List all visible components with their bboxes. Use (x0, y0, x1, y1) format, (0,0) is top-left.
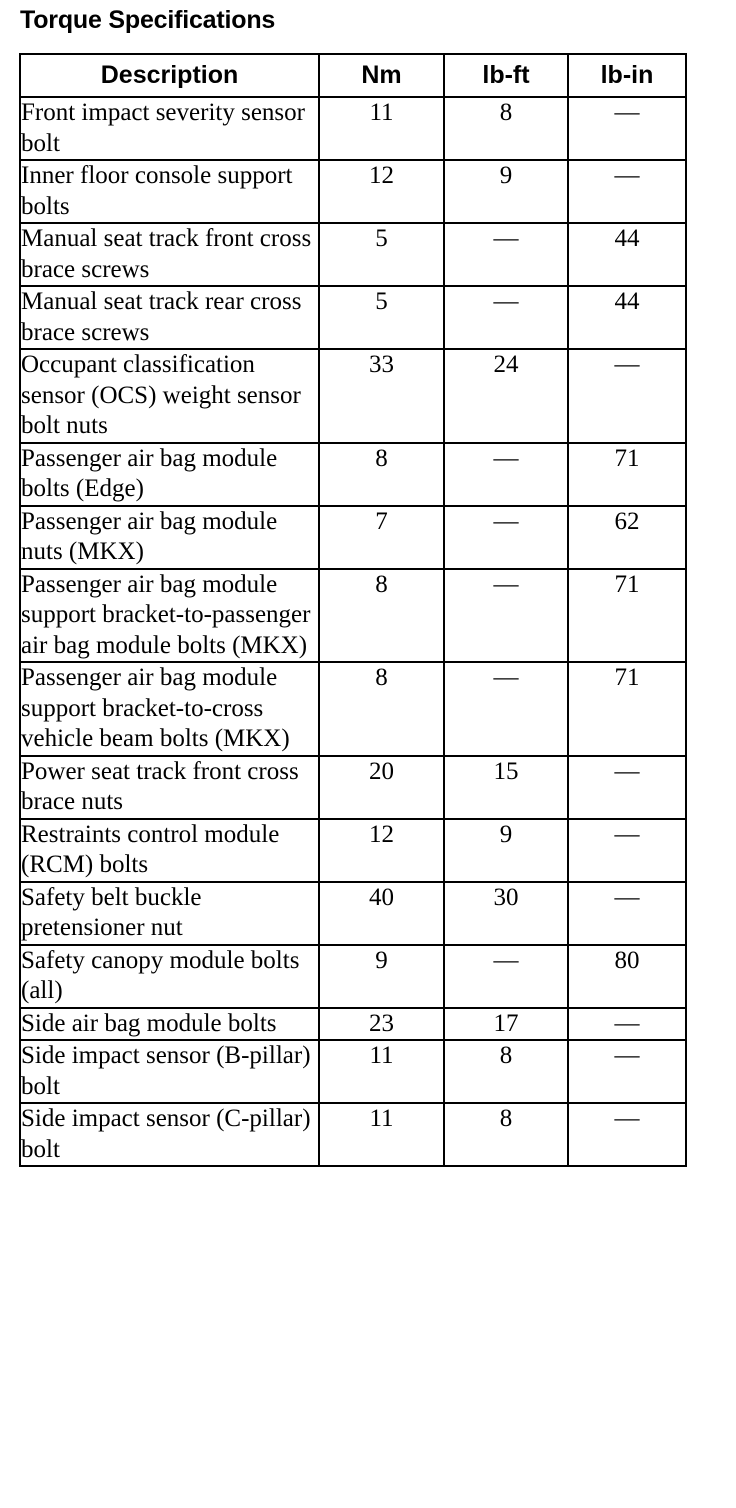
lb-in-cell: 71 (568, 662, 686, 756)
nm-cell: 8 (319, 443, 444, 506)
lb-in-cell: — (568, 160, 686, 223)
table-row (20, 286, 686, 349)
header-lb-ft: lb-ft (444, 54, 568, 97)
lb-ft-cell: 24 (444, 349, 568, 443)
lb-in-cell: — (568, 756, 686, 819)
nm-cell: 40 (319, 882, 444, 945)
lb-ft-cell: 30 (444, 882, 568, 945)
description-cell: Passenger air bag module support bracket-to-passenger air bag module bolts (MKX) (20, 569, 319, 663)
lb-in-cell: — (568, 819, 686, 882)
lb-ft-cell: — (444, 223, 568, 286)
table-row (20, 97, 686, 160)
description-cell: Occupant classification sensor (OCS) weight sensor bolt nuts (20, 349, 319, 443)
table-row (20, 223, 686, 286)
nm-cell: 20 (319, 756, 444, 819)
nm-cell: 12 (319, 160, 444, 223)
description-cell: Manual seat track rear cross brace screws (20, 286, 319, 349)
lb-ft-cell: — (444, 286, 568, 349)
description-cell: Front impact severity sensor bolt (20, 97, 319, 160)
header-lb-in: lb-in (568, 54, 686, 97)
lb-ft-cell: 9 (444, 160, 568, 223)
table-row (20, 662, 686, 756)
lb-in-cell: — (568, 349, 686, 443)
description-cell: Passenger air bag module bolts (Edge) (20, 443, 319, 506)
table-row (20, 443, 686, 506)
nm-cell: 12 (319, 819, 444, 882)
description-cell: Manual seat track front cross brace screws (20, 223, 319, 286)
nm-cell: 9 (319, 945, 444, 1008)
description-cell: Side impact sensor (B-pillar) bolt (20, 1040, 319, 1103)
table-row (20, 1103, 686, 1166)
nm-cell: 11 (319, 1103, 444, 1166)
lb-in-cell: — (568, 1008, 686, 1041)
description-cell: Restraints control module (RCM) bolts (20, 819, 319, 882)
lb-ft-cell: 8 (444, 1103, 568, 1166)
nm-cell: 5 (319, 223, 444, 286)
table-row (20, 756, 686, 819)
description-cell: Side impact sensor (C-pillar) bolt (20, 1103, 319, 1166)
table-header-row (20, 54, 686, 97)
description-cell: Power seat track front cross brace nuts (20, 756, 319, 819)
lb-ft-cell: 9 (444, 819, 568, 882)
lb-ft-cell: — (444, 662, 568, 756)
torque-specifications-table (19, 53, 687, 1167)
description-cell: Inner floor console support bolts (20, 160, 319, 223)
description-cell: Passenger air bag module support bracket-to-cross vehicle beam bolts (MKX) (20, 662, 319, 756)
description-cell: Safety canopy module bolts (all) (20, 945, 319, 1008)
lb-in-cell: — (568, 1040, 686, 1103)
nm-cell: 11 (319, 1040, 444, 1103)
lb-ft-cell: 17 (444, 1008, 568, 1041)
table-row (20, 819, 686, 882)
nm-cell: 7 (319, 506, 444, 569)
lb-ft-cell: — (444, 506, 568, 569)
lb-in-cell: 44 (568, 223, 686, 286)
page-title: Torque Specifications (20, 6, 276, 34)
lb-in-cell: — (568, 882, 686, 945)
lb-in-cell: 80 (568, 945, 686, 1008)
table-row (20, 349, 686, 443)
lb-in-cell: — (568, 97, 686, 160)
lb-in-cell: 62 (568, 506, 686, 569)
description-cell: Safety belt buckle pretensioner nut (20, 882, 319, 945)
lb-in-cell: — (568, 1103, 686, 1166)
table-row (20, 1008, 686, 1041)
lb-ft-cell: — (444, 945, 568, 1008)
lb-in-cell: 44 (568, 286, 686, 349)
table-row (20, 506, 686, 569)
header-description: Description (20, 54, 319, 97)
lb-ft-cell: 15 (444, 756, 568, 819)
lb-in-cell: 71 (568, 569, 686, 663)
lb-ft-cell: — (444, 443, 568, 506)
table-row (20, 1040, 686, 1103)
nm-cell: 11 (319, 97, 444, 160)
table-row (20, 945, 686, 1008)
nm-cell: 8 (319, 662, 444, 756)
description-cell: Side air bag module bolts (20, 1008, 319, 1041)
table-row (20, 160, 686, 223)
lb-in-cell: 71 (568, 443, 686, 506)
lb-ft-cell: 8 (444, 97, 568, 160)
table-row (20, 569, 686, 663)
nm-cell: 23 (319, 1008, 444, 1041)
lb-ft-cell: 8 (444, 1040, 568, 1103)
table-row (20, 882, 686, 945)
nm-cell: 5 (319, 286, 444, 349)
lb-ft-cell: — (444, 569, 568, 663)
description-cell: Passenger air bag module nuts (MKX) (20, 506, 319, 569)
nm-cell: 8 (319, 569, 444, 663)
nm-cell: 33 (319, 349, 444, 443)
header-nm: Nm (319, 54, 444, 97)
